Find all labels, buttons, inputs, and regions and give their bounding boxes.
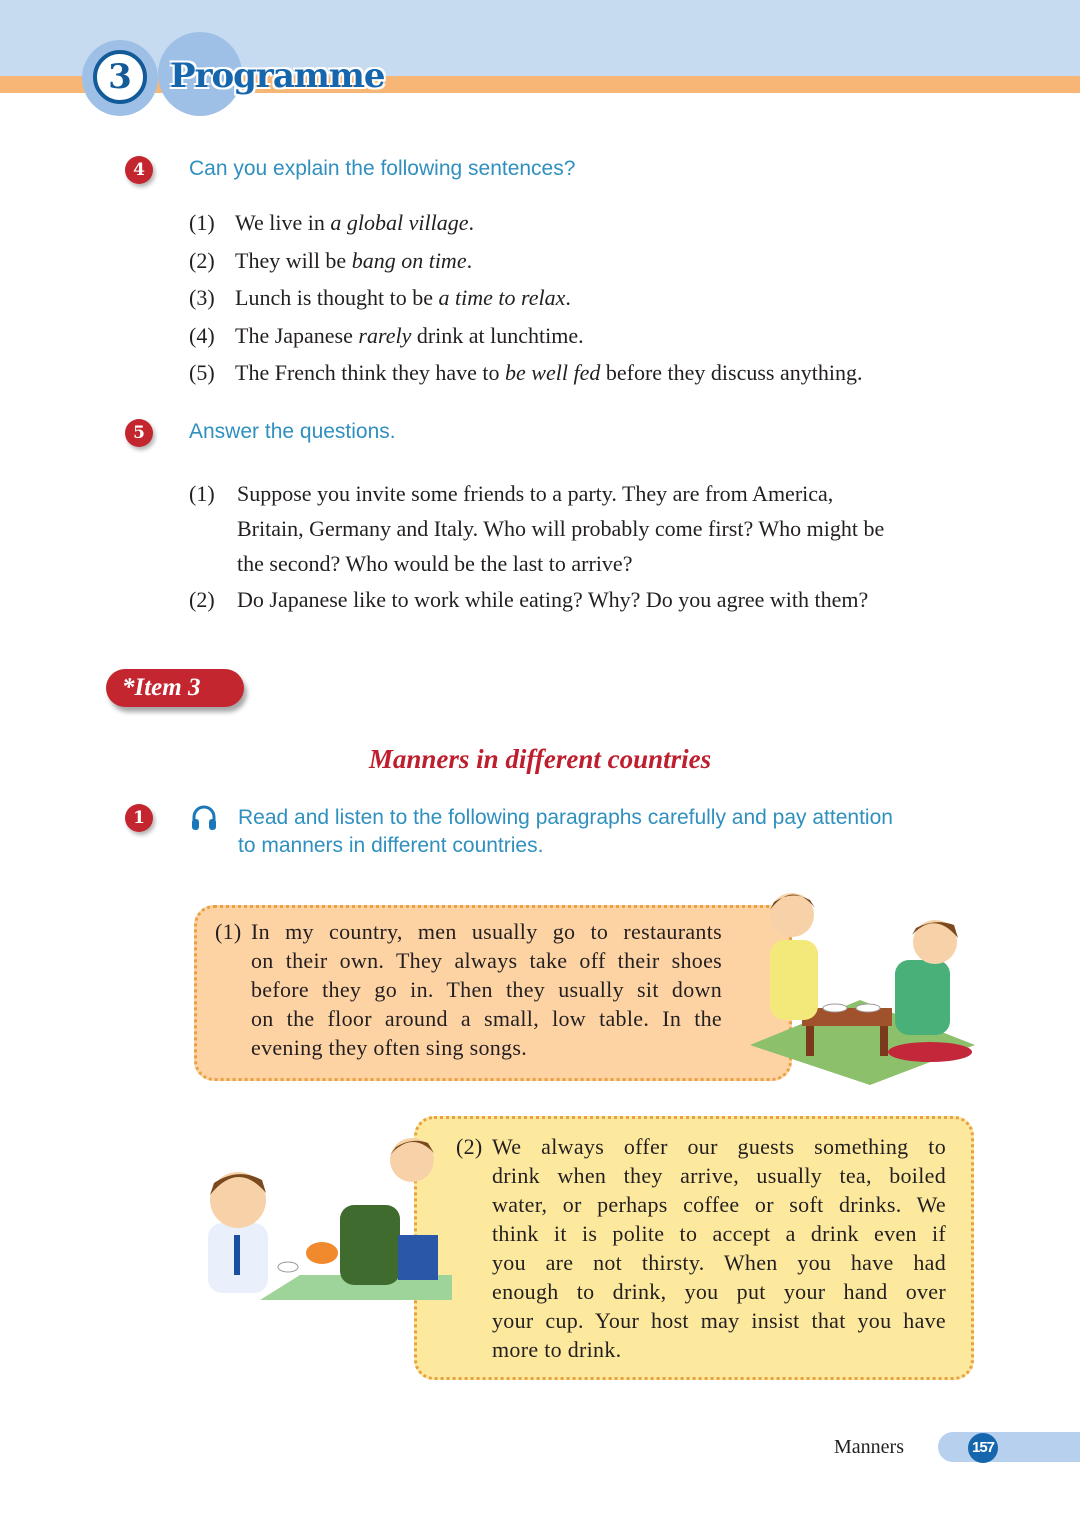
item-number: (2) xyxy=(189,247,215,273)
passage-line: think it is polite to accept a drink even if xyxy=(492,1221,946,1246)
section-title: Programme xyxy=(170,56,385,96)
instruction-line: to manners in different countries. xyxy=(238,834,544,857)
text: . xyxy=(466,247,473,273)
passage-line: drink when they arrive, usually tea, boiled xyxy=(492,1163,946,1188)
item-text xyxy=(235,323,584,349)
footer-page-pill xyxy=(938,1432,1080,1462)
passage-2-number: (2) xyxy=(456,1134,483,1159)
text: drink at lunchtime. xyxy=(411,322,584,348)
illustration-men-at-low-table xyxy=(740,880,980,1085)
passage-line: In my country, men usually go to restaurants xyxy=(251,919,722,944)
text: . xyxy=(565,285,571,310)
passage-line: on their own. They always take off their shoes xyxy=(251,948,722,973)
text: . xyxy=(468,210,474,235)
illustration-host-offering-tea xyxy=(200,1135,455,1305)
passage-line: more to drink. xyxy=(492,1337,622,1362)
item-text xyxy=(235,210,474,236)
text: The French think they have to xyxy=(235,360,506,385)
passage-line: your cup. Your host may insist that you have xyxy=(492,1308,946,1333)
reading-title: Manners in different countries xyxy=(368,744,712,774)
exercise-1-instruction xyxy=(238,804,893,860)
question-line: the second? Who would be the last to arrive? xyxy=(237,551,633,576)
question-line: Suppose you invite some friends to a party. They are from America, xyxy=(237,481,834,506)
italic-phrase: be well fed xyxy=(505,360,601,385)
passage-line: water, or perhaps coffee or soft drinks. We xyxy=(492,1192,946,1217)
exercise-4-instruction: Can you explain the following sentences? xyxy=(189,157,576,180)
item-number: (1) xyxy=(189,210,215,235)
item-number: (5) xyxy=(189,360,215,385)
item-text xyxy=(235,248,472,274)
text: We live in xyxy=(235,210,331,235)
text: before they discuss anything. xyxy=(600,360,863,385)
item-text xyxy=(235,360,862,386)
italic-phrase: bang on time xyxy=(351,247,467,273)
exercise-number-5: 5 xyxy=(125,419,153,447)
passage-1-number: (1) xyxy=(215,919,242,944)
text: Lunch is thought to be xyxy=(235,285,439,310)
instruction-line: Read and listen to the following paragraphs carefully and pay attention xyxy=(238,806,893,829)
item-text xyxy=(237,476,884,581)
passage-line: you are not thirsty. When you have had xyxy=(492,1250,946,1275)
headphones-icon xyxy=(190,804,218,832)
italic-phrase: rarely xyxy=(358,322,412,348)
item-number: (4) xyxy=(189,322,215,348)
passage-2-text xyxy=(492,1132,946,1364)
italic-phrase: a global village xyxy=(330,210,469,235)
passage-line: We always offer our guests something to xyxy=(492,1134,946,1159)
item-text xyxy=(237,582,868,617)
item-text xyxy=(235,285,571,311)
italic-phrase: a time to relax xyxy=(438,285,566,310)
item-label: *Item 3 xyxy=(106,669,244,707)
passage-1-text xyxy=(251,917,722,1062)
passage-line: on the floor around a small, low table. In the xyxy=(251,1006,722,1031)
question-line: Do Japanese like to work while eating? Why? Do you agree with them? xyxy=(237,586,869,612)
item-number: (1) xyxy=(189,481,215,506)
item-number: (2) xyxy=(189,586,215,612)
passage-line: enough to drink, you put your hand over xyxy=(492,1279,946,1304)
footer-unit-title: Manners xyxy=(834,1436,904,1458)
exercise-number-4: 4 xyxy=(125,156,153,184)
text: They will be xyxy=(235,247,352,273)
item-number: (3) xyxy=(189,285,215,310)
text: The Japanese xyxy=(235,322,359,348)
passage-line: evening they often sing songs. xyxy=(251,1035,528,1060)
question-line: Britain, Germany and Italy. Who will probably come first? Who might be xyxy=(237,516,885,541)
section-number: 3 xyxy=(93,50,147,104)
passage-line: before they go in. Then they usually sit down xyxy=(251,977,722,1002)
exercise-5-instruction: Answer the questions. xyxy=(189,420,396,443)
page-number: 157 xyxy=(968,1433,998,1463)
exercise-number-1: 1 xyxy=(125,804,153,832)
